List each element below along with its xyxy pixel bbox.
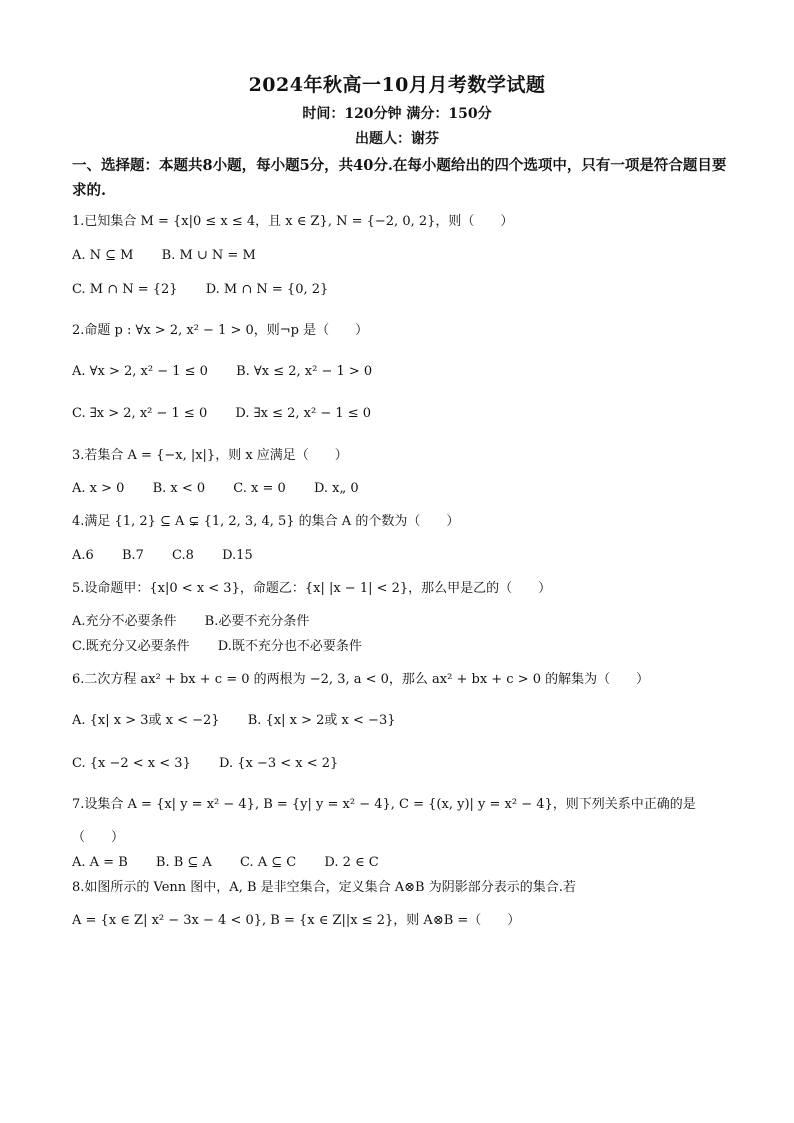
question-4-options-row-1 <box>72 546 277 566</box>
option: D. ∃x ≤ 2, x² − 1 ≤ 0 <box>235 406 372 421</box>
option: A. N ⊆ M <box>72 248 134 263</box>
question-7-stem: 7.设集合 A = {x| y = x² − 4}, B = {y| y = x² − 4}, C = {(x, y)| y = x² − 4}，则下列关系中正确的是 <box>72 797 696 812</box>
option: D.15 <box>222 548 253 563</box>
option: A. {x| x > 3或 x < −2} <box>72 713 220 728</box>
question-2-stem: 2.命题 p : ∀x > 2, x² − 1 > 0，则¬p 是（ ） <box>72 323 369 338</box>
option: C. x = 0 <box>233 481 286 496</box>
option: A. ∀x > 2, x² − 1 ≤ 0 <box>72 364 208 379</box>
question-2-options-row-2 <box>72 404 395 424</box>
question-5-options-row-2 <box>72 637 386 657</box>
question-5-stem: 5.设命题甲：{x|0 < x < 3}，命题乙：{x| |x − 1| < 2}，那么甲是乙的（ ） <box>72 581 552 596</box>
option: C. M ∩ N = {2} <box>72 282 178 297</box>
option: B. B ⊆ A <box>155 855 212 870</box>
option: C. ∃x > 2, x² − 1 ≤ 0 <box>72 406 208 421</box>
question-3-options-row-1 <box>72 479 383 499</box>
option: B.必要不充分条件 <box>204 614 310 629</box>
section-heading: 一、选择题：本题共8小题，每小题5分，共40分.在每小题给出的四个选项中，只有一项是符合题目要求的. <box>72 157 727 199</box>
question-7-options-row-1 <box>72 853 403 873</box>
time-info: 时间：120分钟 满分：150分 <box>302 106 492 122</box>
option: A. A = B <box>72 855 128 870</box>
option: B. x < 0 <box>152 481 206 496</box>
option: C. A ⊆ C <box>239 855 297 870</box>
option: C.8 <box>172 548 194 563</box>
question-3-stem: 3.若集合 A = {−x, |x|}，则 x 应满足（ ） <box>72 448 348 463</box>
question-6-options-row-1 <box>72 711 419 731</box>
option: C. {x −2 < x < 3} <box>72 756 191 771</box>
question-8-stem: 8.如图所示的 Venn 图中，A, B 是非空集合，定义集合 A⊗B 为阴影部分表示的集合.若 <box>72 880 576 895</box>
question-1-options-row-1 <box>72 246 280 266</box>
question-5-options-row-1 <box>72 612 333 632</box>
author-info: 出题人：谢芬 <box>355 131 439 147</box>
question-1-options-row-2 <box>72 280 352 300</box>
option: D. {x −3 < x < 2} <box>218 756 339 771</box>
option: B. M ∪ N = M <box>161 248 256 263</box>
option: A. x > 0 <box>72 481 125 496</box>
question-6-options-row-2 <box>72 754 362 774</box>
option: D. 2 ∈ C <box>324 855 379 870</box>
option: C.既充分又必要条件 <box>72 639 190 654</box>
question-8-stem-continued: A = {x ∈ Z| x² − 3x − 4 < 0}, B = {x ∈ Z||x ≤ 2}，则 A⊗B =（ ） <box>72 913 521 928</box>
option: B.7 <box>121 548 144 563</box>
question-4-stem: 4.满足 {1, 2} ⊆ A ⊊ {1, 2, 3, 4, 5} 的集合 A 的个数为（ ） <box>72 514 460 529</box>
option: D. M ∩ N = {0, 2} <box>205 282 329 297</box>
option: D. x„ 0 <box>313 481 359 496</box>
option: B. {x| x > 2或 x < −3} <box>247 713 396 728</box>
question-2-options-row-1 <box>72 362 396 382</box>
option: A.6 <box>72 548 94 563</box>
option: D.既不充分也不必要条件 <box>217 639 362 654</box>
question-7-stem-continued: （ ） <box>72 830 125 845</box>
exam-title: 2024年秋高一10月月考数学试题 <box>248 74 546 96</box>
option: B. ∀x ≤ 2, x² − 1 > 0 <box>236 364 373 379</box>
question-6-stem: 6.二次方程 ax² + bx + c = 0 的两根为 −2, 3, a < 0，那么 ax² + bx + c > 0 的解集为（ ） <box>72 672 650 687</box>
question-1-stem: 1.已知集合 M = {x|0 ≤ x ≤ 4，且 x ∈ Z}, N = {−2, 0, 2}，则（ ） <box>72 214 514 229</box>
option: A.充分不必要条件 <box>72 614 177 629</box>
